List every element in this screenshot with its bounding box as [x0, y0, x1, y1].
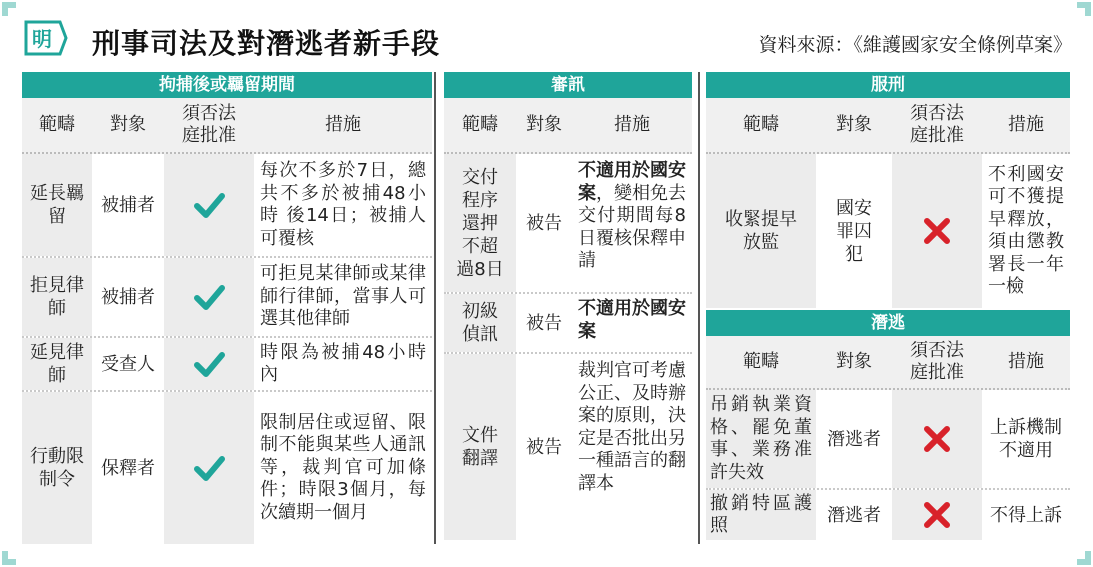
table-row [22, 338, 432, 392]
header-approval: 須否法庭批准 [910, 103, 964, 146]
trial-panel [444, 72, 692, 540]
divider [698, 72, 700, 544]
header-scope: 範疇 [462, 114, 498, 135]
measure-cell: 不利國安可不獲提早釋放，須由懲教署長一年一檢 [982, 154, 1070, 308]
target-cell: 被告 [516, 294, 572, 352]
scope-cell: 延長羈留 [22, 154, 92, 256]
mingpao-logo [22, 18, 68, 58]
header-approval: 須否法庭批准 [182, 103, 236, 146]
table-row [444, 294, 692, 354]
measure-cell: 每次不多於7日，總共不多於被捕48小時 後14日；被捕人可覆核 [254, 154, 432, 256]
table-row [706, 154, 1070, 308]
abscond-header-row [706, 336, 1070, 390]
target-cell: 受查人 [92, 338, 164, 390]
measure-text: 裁判官可考慮公正、及時辦案的原則，決定是否批出另一種語言的翻譯本 [578, 360, 686, 494]
table-row [22, 154, 432, 258]
target-cell: 國安罪囚犯 [816, 154, 892, 308]
arrest-header-row [22, 98, 432, 154]
target-cell: 被告 [516, 154, 572, 292]
check-icon [192, 347, 226, 381]
target-cell: 保釋者 [92, 392, 164, 544]
measure-cell: 限制居住或逗留、限制不能與某些人通訊等，裁判官可加條件；時限3個月，每次續期一個月 [254, 392, 432, 544]
scope-cell: 初級偵訊 [444, 294, 516, 352]
cross-icon [920, 498, 954, 532]
target-cell: 潛逃者 [816, 490, 892, 540]
header-scope: 範疇 [743, 351, 779, 372]
approval-cell [164, 258, 254, 336]
header-target: 對象 [836, 351, 872, 372]
source-note: 資料來源：《維護國家安全條例草案》 [758, 34, 1072, 56]
approval-cell [164, 392, 254, 544]
scope-cell: 行動限制令 [22, 392, 92, 544]
measure-cell: 上訴機制不適用 [982, 390, 1070, 488]
scope-cell: 延見律師 [22, 338, 92, 390]
measure-cell [572, 154, 692, 292]
target-cell: 潛逃者 [816, 390, 892, 488]
scope-cell: 文件翻譯 [444, 354, 516, 540]
cross-icon [920, 214, 954, 248]
check-icon [192, 188, 226, 222]
scope-cell: 撤銷特區護照 [706, 490, 816, 540]
approval-cell [892, 490, 982, 540]
approval-cell [892, 390, 982, 488]
approval-cell [892, 154, 982, 308]
measure-cell: 不得上訴 [982, 490, 1070, 540]
divider [434, 72, 436, 544]
check-icon [192, 280, 226, 314]
page-title: 刑事司法及對潛逃者新手段 [92, 27, 441, 60]
table-row [706, 390, 1070, 490]
arrest-band: 拘捕後或羈留期間 [22, 72, 432, 98]
header-target: 對象 [526, 114, 562, 135]
corner-bracket-bottom-right [1077, 551, 1091, 565]
abscond-band: 潛逃 [706, 310, 1070, 336]
header-measure: 措施 [1008, 351, 1044, 372]
header-scope: 範疇 [743, 114, 779, 135]
header [18, 14, 1080, 66]
cross-icon [920, 422, 954, 456]
measure-cell [572, 354, 692, 540]
header-measure: 措施 [614, 114, 650, 135]
approval-cell [164, 338, 254, 390]
corner-bracket-top-left [2, 2, 16, 16]
header-target: 對象 [836, 114, 872, 135]
table-row [22, 392, 432, 544]
approval-cell [164, 154, 254, 256]
measure-cell: 可拒見某律師或某律師行律師，當事人可選其他律師 [254, 258, 432, 336]
table-row [22, 258, 432, 338]
header-target: 對象 [110, 114, 146, 135]
measure-cell [572, 294, 692, 352]
corner-bracket-bottom-left [2, 551, 16, 565]
scope-cell: 拒見律師 [22, 258, 92, 336]
trial-header-row [444, 98, 692, 154]
scope-cell: 收緊提早放監 [706, 154, 816, 308]
check-icon [192, 451, 226, 485]
header-measure: 措施 [1008, 114, 1044, 135]
measure-bold: 不適用於國安案 [578, 160, 686, 204]
header-scope: 範疇 [39, 114, 75, 135]
scope-cell: 吊銷執業資格、罷免董事、業務准許失效 [706, 390, 816, 488]
sentence-panel [706, 72, 1070, 540]
arrest-panel [22, 72, 432, 544]
header-approval: 須否法庭批准 [910, 340, 964, 383]
table-row [706, 490, 1070, 540]
table-row [444, 154, 692, 294]
table-row [444, 354, 692, 540]
target-cell: 被告 [516, 354, 572, 540]
sentence-band: 服刑 [706, 72, 1070, 98]
measure-cell: 時限為被捕48小時內 [254, 338, 432, 390]
measure-bold: 不適用於國安案 [578, 298, 686, 342]
measure-text: ，變相免去交付期間每8日覆核保釋申請 [578, 182, 686, 271]
trial-band: 審訊 [444, 72, 692, 98]
sentence-header-row [706, 98, 1070, 154]
scope-cell: 交付程序還押不超過8日 [444, 154, 516, 292]
header-measure: 措施 [325, 114, 361, 135]
logo-char: 明 [32, 27, 52, 51]
target-cell: 被捕者 [92, 154, 164, 256]
target-cell: 被捕者 [92, 258, 164, 336]
